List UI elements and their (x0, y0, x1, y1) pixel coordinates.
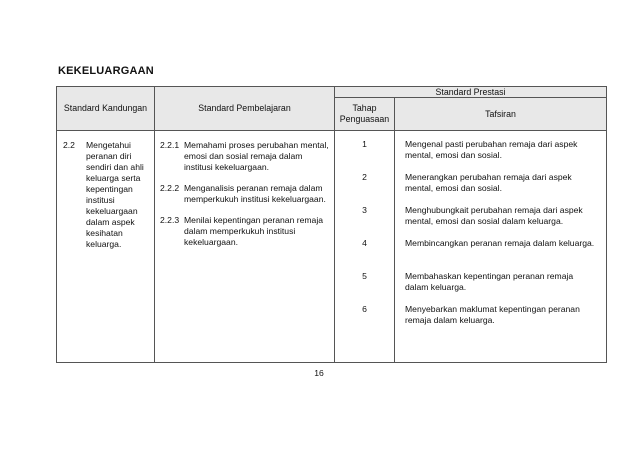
tafsiran-desc: Menyebarkan maklumat kepentingan peranan remaja dalam keluarga. (405, 304, 580, 325)
tahap-level: 6 (362, 304, 367, 314)
tahap-level: 4 (362, 238, 367, 248)
pembelajaran-item (160, 140, 330, 173)
pembelajaran-text: Menilai kepentingan peranan remaja dalam memperkukuh institusi kekeluargaan. (184, 215, 324, 247)
tafsiran-desc: Membincangkan peranan remaja dalam keluarga. (405, 238, 595, 248)
tahap-level: 2 (362, 172, 367, 182)
kandungan-number: 2.2 (63, 140, 75, 150)
tafsiran-cell (395, 131, 607, 363)
tahap-cell (335, 131, 395, 363)
tahap-level: 1 (362, 139, 367, 149)
tahap-level: 5 (362, 271, 367, 281)
kandungan-cell (57, 131, 155, 363)
pembelajaran-number: 2.2.1 (160, 140, 180, 150)
pembelajaran-number: 2.2.2 (160, 183, 180, 193)
tafsiran-desc: Menghubungkait perubahan remaja dari aspek mental, emosi dan sosial dalam keluarga. (405, 205, 583, 226)
header-tafsiran: Tafsiran (395, 98, 607, 131)
page-number: 16 (314, 368, 324, 378)
kandungan-text: Mengetahui peranan diri sendiri dan ahli keluarga serta kepentingan institusi kekeluargaan dalam aspek kesihatan keluarga. (86, 140, 144, 249)
pembelajaran-cell (155, 131, 335, 363)
pembelajaran-text: Memahami proses perubahan mental, emosi dan sosial remaja dalam institusi kekeluargaan. (184, 140, 329, 172)
header-standard-kandungan: Standard Kandungan (57, 87, 155, 131)
tahap-level: 3 (362, 205, 367, 215)
tafsiran-desc: Membahaskan kepentingan peranan remaja dalam keluarga. (405, 271, 574, 292)
pembelajaran-text: Menganalisis peranan remaja dalam memperkukuh institusi kekeluargaan. (184, 183, 326, 204)
standards-table (56, 86, 607, 363)
pembelajaran-item (160, 183, 330, 205)
header-tahap-penguasaan: Tahap Penguasaan (335, 98, 395, 131)
page-title: KEKELUARGAAN (58, 65, 154, 77)
tafsiran-desc: Menerangkan perubahan remaja dari aspek mental, emosi dan sosial. (405, 172, 572, 193)
kandungan-item (63, 140, 150, 250)
pembelajaran-item (160, 215, 330, 248)
header-standard-prestasi: Standard Prestasi (335, 87, 607, 98)
tafsiran-desc: Mengenal pasti perubahan remaja dari aspek mental, emosi dan sosial. (405, 139, 578, 160)
pembelajaran-number: 2.2.3 (160, 215, 180, 225)
header-standard-pembelajaran: Standard Pembelajaran (155, 87, 335, 131)
